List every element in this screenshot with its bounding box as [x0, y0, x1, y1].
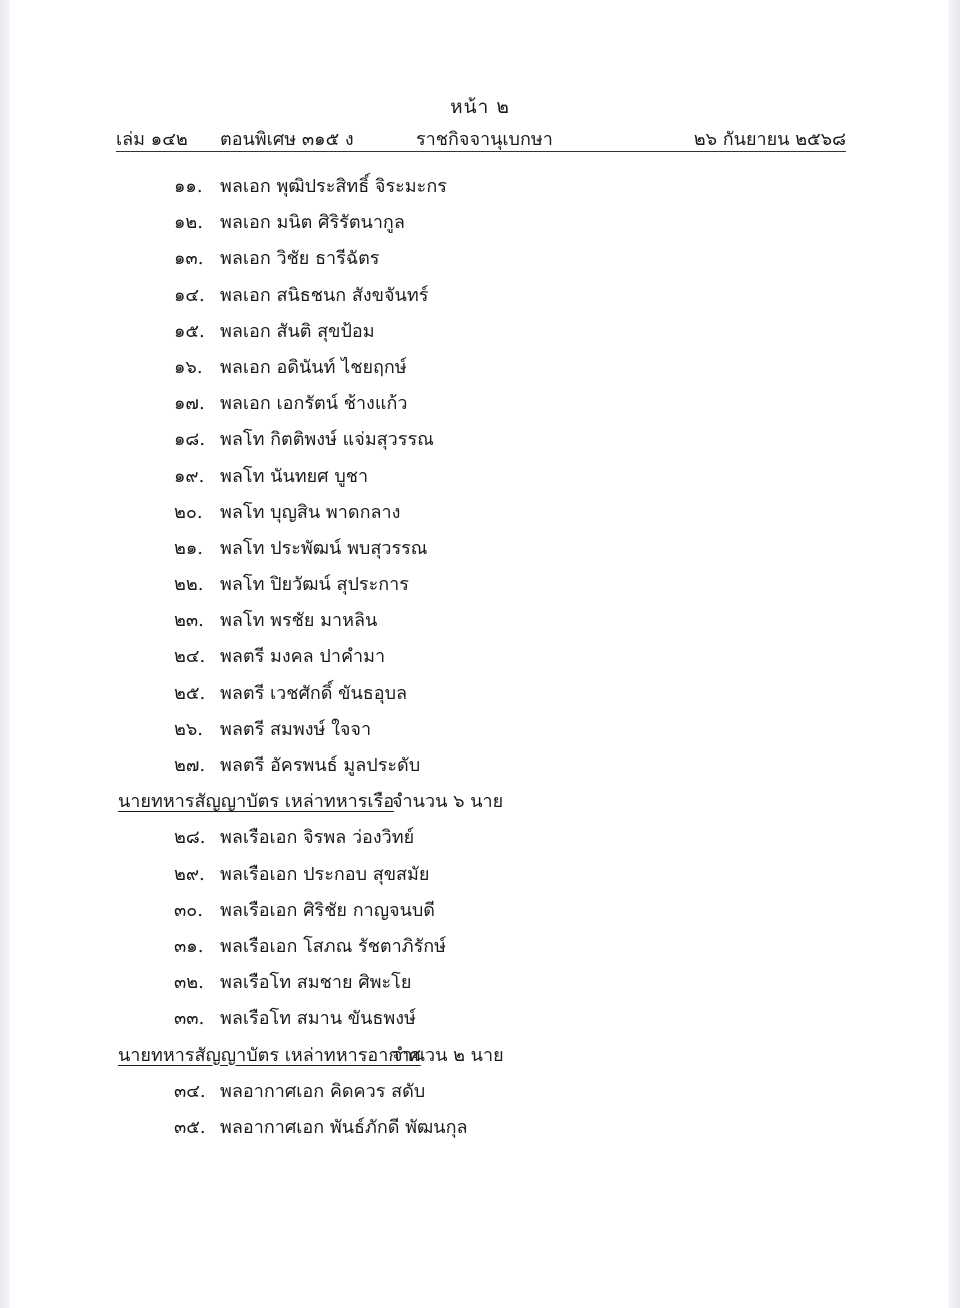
list-item: [0, 173, 960, 209]
item-number: ๑๒.: [174, 212, 204, 234]
gazette-header: [116, 124, 846, 148]
item-number: ๒๗.: [174, 755, 206, 776]
item-name: พลตรี มงคล ปาคำมา: [220, 646, 386, 668]
item-number: ๑๑.: [174, 176, 203, 197]
name-list: [0, 173, 960, 1150]
item-number: ๑๓.: [174, 248, 204, 270]
item-number: ๒๔.: [174, 646, 206, 668]
item-number: ๒๒.: [174, 574, 204, 596]
group-count: จำนวน ๒ นาย: [392, 1044, 504, 1066]
list-item: [0, 390, 960, 426]
list-item: [0, 318, 960, 354]
item-name: พลเอก สันติ สุขป้อม: [220, 320, 375, 342]
item-name: พลโท พรชัย มาหลิน: [220, 610, 378, 632]
item-number: ๒๖.: [174, 718, 204, 740]
item-number: ๓๒.: [174, 972, 204, 994]
item-name: พลโท กิตติพงษ์ แจ่มสุวรรณ: [220, 429, 434, 451]
item-name: พลเรือโท สมชาย ศิพะโย: [220, 972, 412, 994]
item-name: พลตรี เวชศักดิ์ ขันธอุบล: [220, 682, 408, 704]
item-name: พลเรือเอก ศิริชัย กาญจนบดี: [220, 899, 435, 921]
list-item: [0, 463, 960, 499]
header-divider: [116, 151, 846, 152]
item-name: พลโท บุญสิน พาดกลาง: [220, 501, 401, 523]
item-name: พลอากาศเอก พันธ์ภักดี พัฒนกุล: [220, 1116, 468, 1138]
list-item: [0, 969, 960, 1005]
item-name: พลเอก เอกรัตน์ ช้างแก้ว: [220, 393, 408, 415]
item-name: พลเรือเอก จิรพล ว่องวิทย์: [220, 827, 415, 849]
page-number: หน้า ๒: [450, 96, 510, 118]
list-item: [0, 571, 960, 607]
list-item: [0, 680, 960, 716]
list-item: [0, 933, 960, 969]
item-number: ๒๘.: [174, 827, 206, 849]
item-number: ๒๓.: [174, 610, 204, 632]
list-item: [0, 1005, 960, 1041]
item-number: ๓๐.: [174, 899, 204, 921]
item-name: พลเอก สนิธชนก สังขจันทร์: [220, 284, 429, 306]
item-number: ๑๘.: [174, 429, 206, 451]
list-item: [0, 1114, 960, 1150]
publication-date: ๒๖ กันยายน ๒๕๖๘: [693, 129, 846, 150]
item-name: พลตรี สมพงษ์ ใจจา: [220, 718, 372, 740]
list-item: [0, 607, 960, 643]
item-name: พลตรี อัครพนธ์ มูลประดับ: [220, 755, 421, 776]
group-title: นายทหารสัญญาบัตร เหล่าทหารเรือ: [118, 791, 395, 813]
list-item: [0, 716, 960, 752]
group-count: จำนวน ๖ นาย: [392, 791, 504, 813]
group-title: นายทหารสัญญาบัตร เหล่าทหารอากาศ: [118, 1044, 421, 1066]
item-number: ๑๕.: [174, 320, 205, 342]
item-name: พลเรือโท สมาน ขันธพงษ์: [220, 1008, 416, 1030]
list-item: [0, 643, 960, 679]
group-heading-airforce: [0, 1042, 960, 1078]
item-number: ๑๔.: [174, 284, 205, 306]
list-item: [0, 752, 960, 788]
item-number: ๓๑.: [174, 935, 204, 957]
group-heading-navy: [0, 788, 960, 824]
list-item: [0, 861, 960, 897]
list-item: [0, 499, 960, 535]
item-name: พลเอก วิชัย ธารีฉัตร: [220, 248, 380, 270]
item-number: ๒๕.: [174, 682, 206, 704]
item-number: ๑๗.: [174, 393, 205, 415]
item-number: ๒๐.: [174, 501, 203, 523]
list-item: [0, 1078, 960, 1114]
list-item: [0, 245, 960, 281]
item-name: พลเรือเอก โสภณ รัชตาภิรักษ์: [220, 935, 447, 957]
item-name: พลอากาศเอก คิดควร สดับ: [220, 1080, 426, 1102]
list-item: [0, 897, 960, 933]
list-item: [0, 426, 960, 462]
item-name: พลเรือเอก ประกอบ สุขสมัย: [220, 863, 430, 885]
item-name: พลเอก มนิต ศิริรัตนากูล: [220, 212, 405, 234]
item-number: ๓๕.: [174, 1116, 206, 1138]
item-number: ๒๑.: [174, 537, 204, 559]
item-number: ๓๓.: [174, 1008, 205, 1030]
item-number: ๓๔.: [174, 1080, 206, 1102]
item-name: พลโท ประพัฒน์ พบสุวรรณ: [220, 537, 428, 559]
item-name: พลโท ปิยวัฒน์ สุประการ: [220, 574, 409, 596]
list-item: [0, 354, 960, 390]
item-number: ๒๙.: [174, 863, 205, 885]
volume-label: เล่ม ๑๔๒: [116, 129, 188, 150]
item-name: พลเอก อดินันท์ ไชยฤกษ์: [220, 356, 407, 378]
list-item: [0, 209, 960, 245]
item-number: ๑๙.: [174, 465, 205, 487]
section-label: ตอนพิเศษ ๓๑๕ ง: [220, 129, 354, 150]
item-number: ๑๖.: [174, 356, 203, 378]
list-item: [0, 535, 960, 571]
item-name: พลโท นันทยศ บูชา: [220, 465, 369, 487]
item-name: พลเอก พุฒิประสิทธิ์ จิระมะกร: [220, 176, 447, 197]
list-item: [0, 282, 960, 318]
gazette-title: ราชกิจจานุเบกษา: [416, 129, 553, 150]
list-item: [0, 824, 960, 860]
